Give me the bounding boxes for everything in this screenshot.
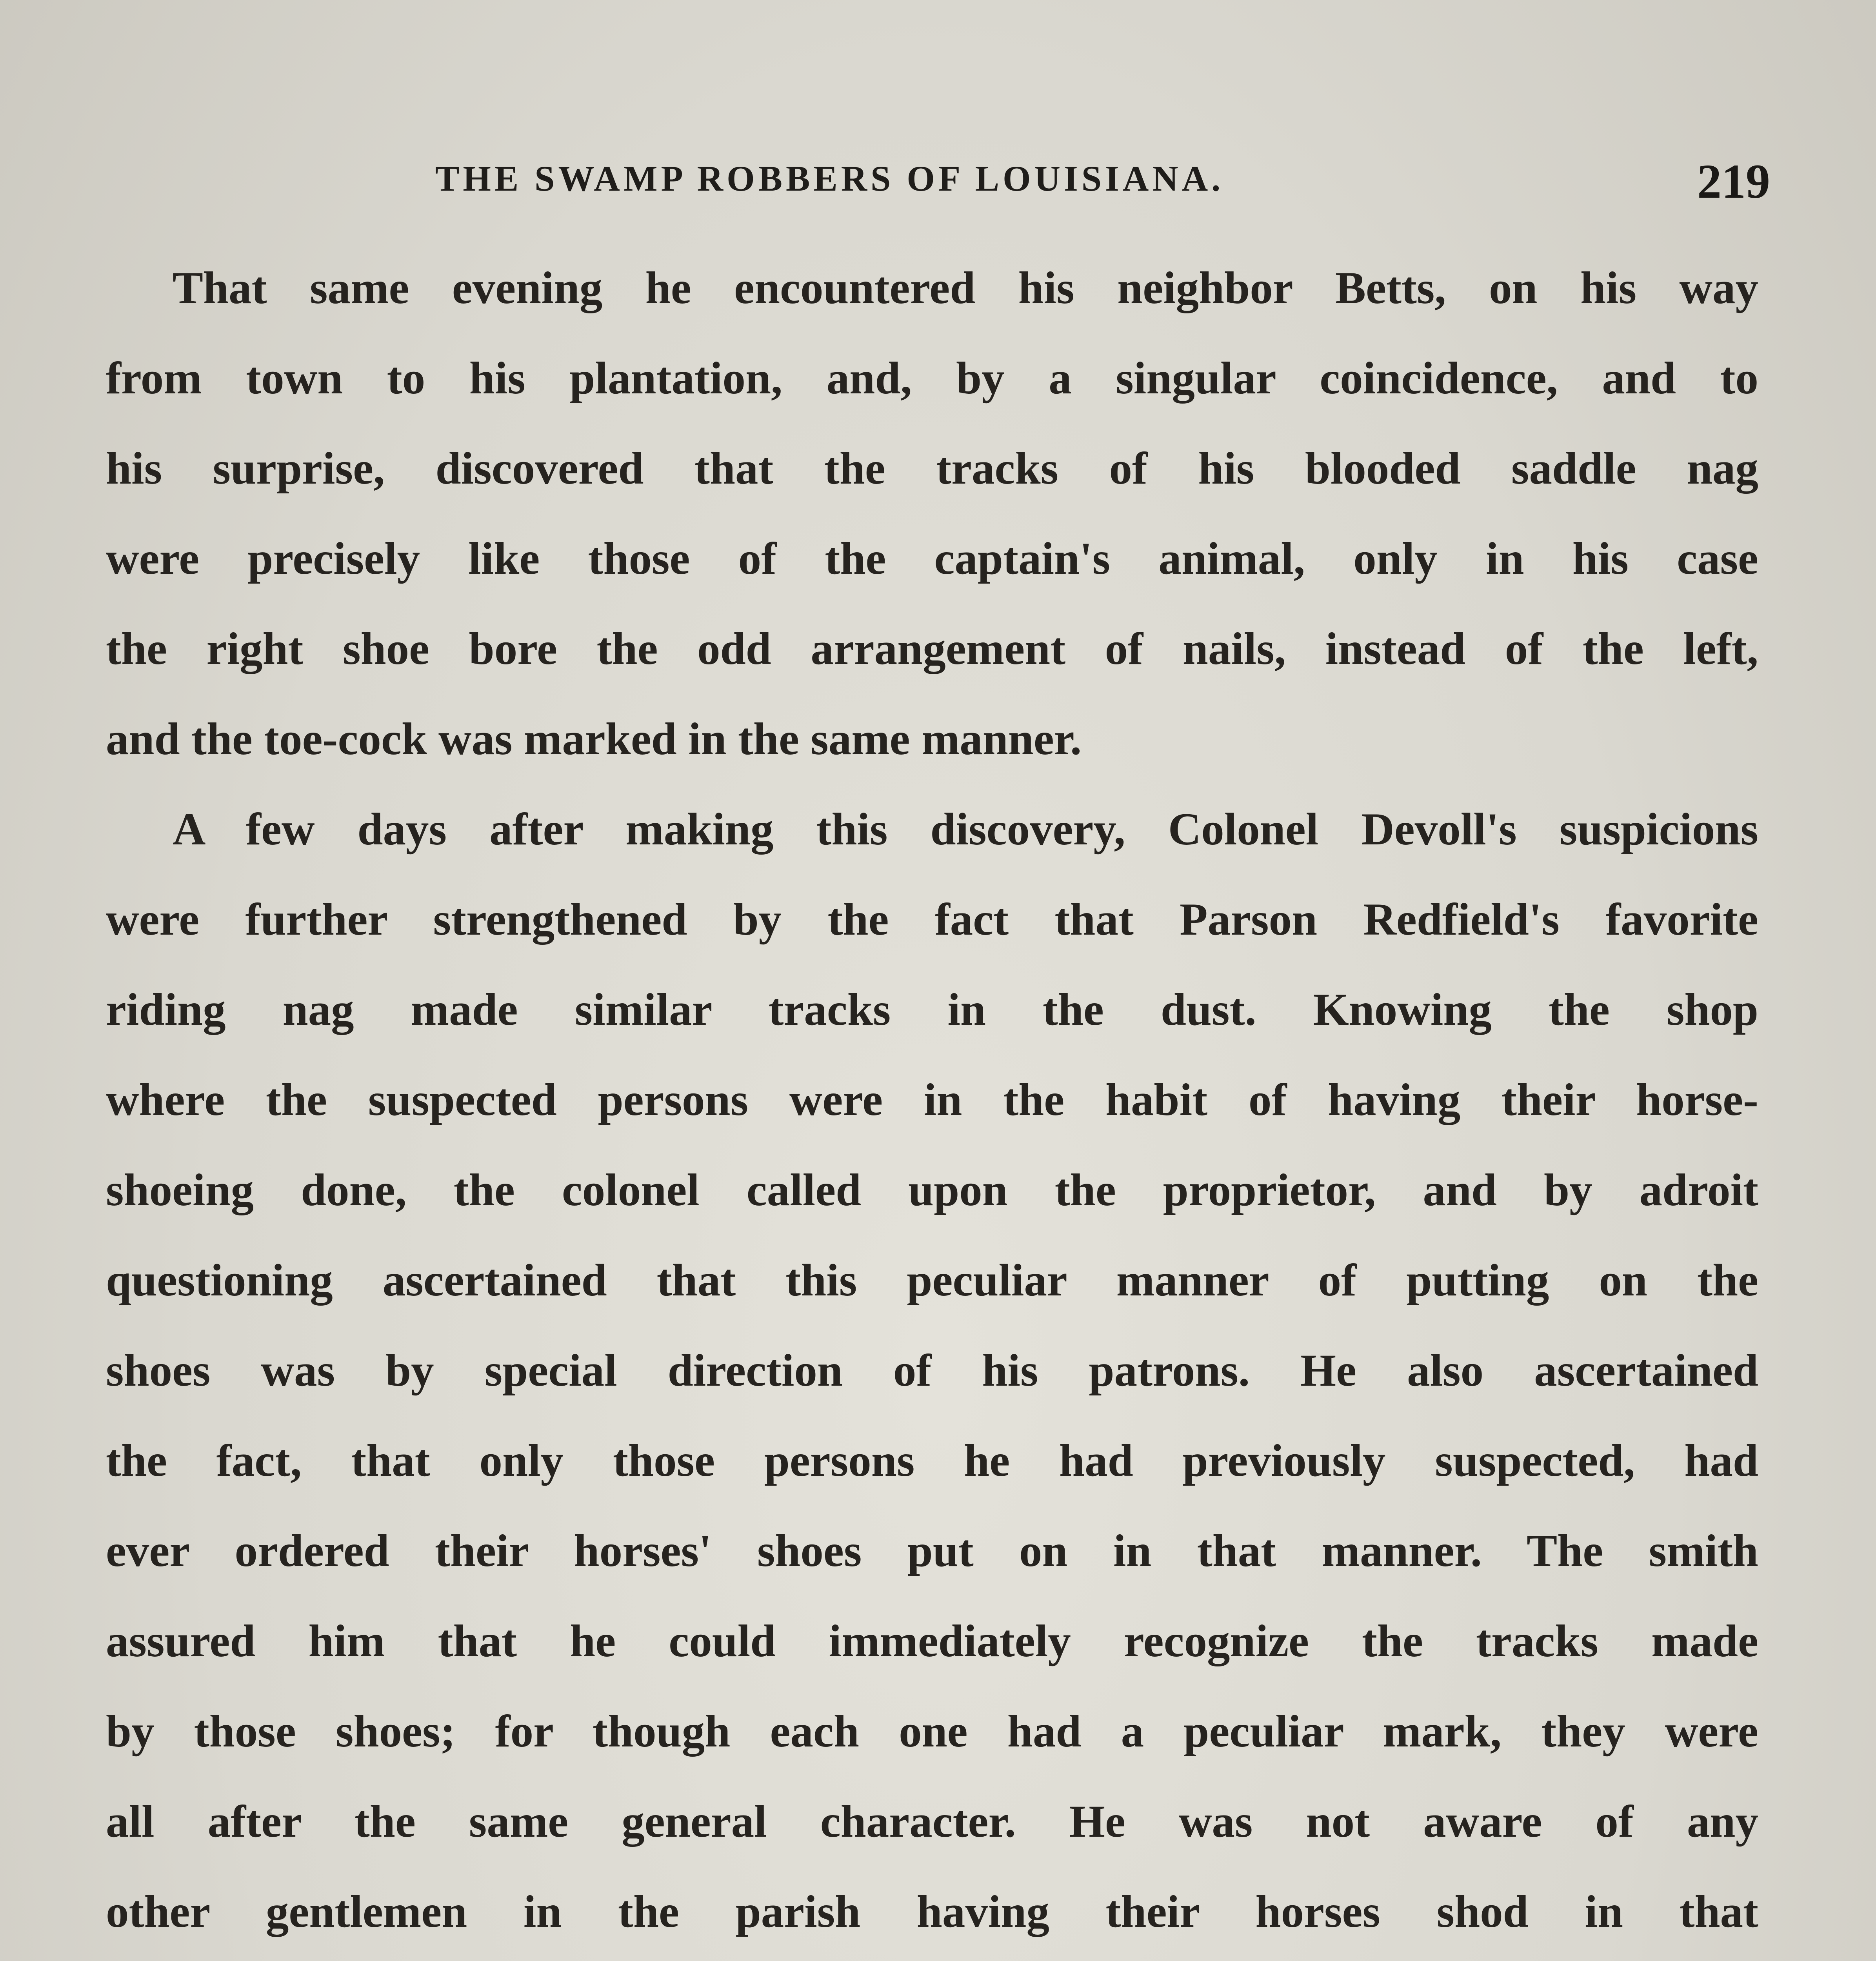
paragraph-line: assured him that he could immediately recognize the tracks made bbox=[106, 1616, 1758, 1666]
paragraph-line: and the toe-cock was marked in the same manner. bbox=[106, 714, 1082, 764]
paragraph-line: shoeing done, the colonel called upon the proprietor, and by adroit bbox=[106, 1165, 1758, 1215]
body-text bbox=[106, 243, 1758, 1961]
paragraph-line: by those shoes; for though each one had a peculiar mark, they were bbox=[106, 1706, 1758, 1757]
paragraph-line: from town to his plantation, and, by a singular coincidence, and to bbox=[106, 353, 1758, 404]
page-number: 219 bbox=[1697, 155, 1770, 208]
paragraph-line: where the suspected persons were in the habit of having their horse- bbox=[106, 1075, 1758, 1125]
paragraph-line: ever ordered their horses' shoes put on in that manner. The smith bbox=[106, 1526, 1758, 1576]
running-head: THE SWAMP ROBBERS OF LOUISIANA. bbox=[435, 158, 1224, 198]
paragraph-line: That same evening he encountered his neighbor Betts, on his way bbox=[173, 263, 1758, 313]
paragraph-line: riding nag made similar tracks in the dust. Knowing the shop bbox=[106, 984, 1758, 1035]
paragraph-line: were further strengthened by the fact that Parson Redfield's favorite bbox=[106, 894, 1758, 945]
paragraph-line: A few days after making this discovery, Colonel Devoll's suspicions bbox=[173, 804, 1758, 855]
paragraph-line: shoes was by special direction of his patrons. He also ascertained bbox=[106, 1345, 1758, 1396]
paragraph-line: were precisely like those of the captain's animal, only in his case bbox=[106, 533, 1758, 584]
paragraph-line: questioning ascertained that this peculiar manner of putting on the bbox=[106, 1255, 1758, 1306]
paragraph-line: the right shoe bore the odd arrangement of nails, instead of the left, bbox=[106, 624, 1758, 674]
paragraph-line: his surprise, discovered that the tracks of his blooded saddle nag bbox=[106, 443, 1758, 494]
paragraph-line bbox=[106, 1957, 1758, 1961]
paragraph-line: the fact, that only those persons he had previously suspected, had bbox=[106, 1435, 1758, 1486]
paragraph-line: other gentlemen in the parish having their horses shod in that bbox=[106, 1886, 1758, 1937]
paragraph-line: all after the same general character. He was not aware of any bbox=[106, 1796, 1758, 1847]
